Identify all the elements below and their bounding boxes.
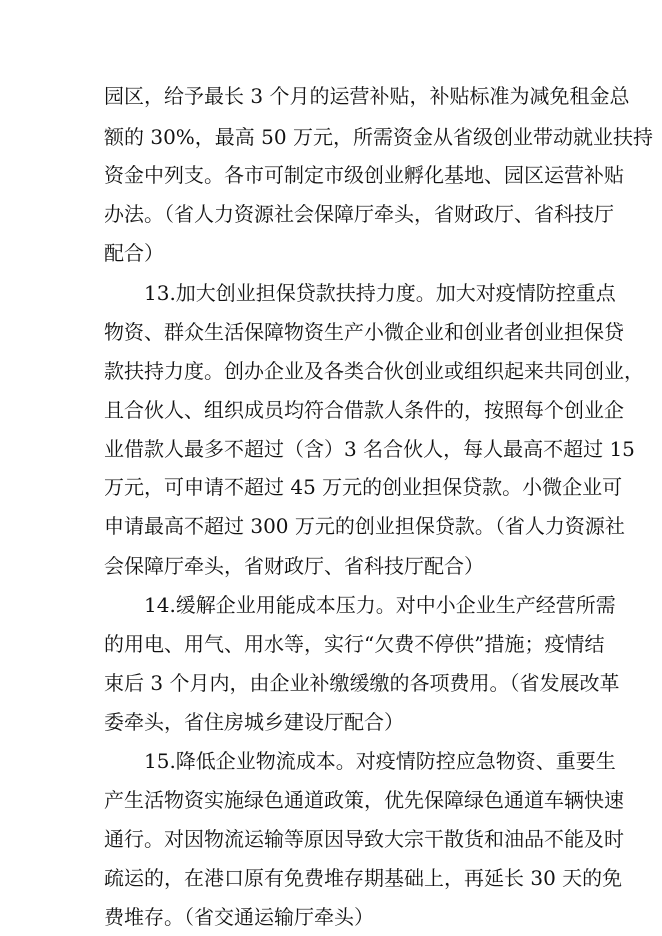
text-line: 办法。（省人力资源社会保障厅牵头，省财政厅、省科技厅 [104,202,614,226]
text-line: 通行。对因物流运输等原因导致大宗干散货和油品不能及时 [104,827,624,851]
text-line: 额的 30%，最高 50 万元，所需资金从省级创业带动就业扶持 [104,125,653,149]
section-13-heading: 13.加大创业担保贷款扶持力度。加大对疫情防控重点 [144,281,616,305]
text-line: 的用电、用气、用水等，实行“欠费不停供”措施；疫情结 [104,632,605,656]
section-14-heading: 14.缓解企业用能成本压力。对中小企业生产经营所需 [144,593,616,617]
text-line: 束后 3 个月内，由企业补缴缓缴的各项费用。（省发展改革 [104,671,620,695]
text-line: 款扶持力度。创办企业及各类合伙创业或组织起来共同创业， [104,359,644,383]
text-line: 资金中列支。各市可制定市级创业孵化基地、园区运营补贴 [104,163,624,187]
text-line: 申请最高不超过 300 万元的创业担保贷款。（省人力资源社 [104,514,625,538]
text-line: 配合） [104,241,164,265]
text-line: 物资、群众生活保障物资生产小微企业和创业者创业担保贷 [104,320,624,344]
text-line: 产生活物资实施绿色通道政策，优先保障绿色通道车辆快速 [104,788,624,812]
text-line: 业借款人最多不超过（含）3 名合伙人，每人最高不超过 15 [104,437,635,461]
text-line: 万元，可申请不超过 45 万元的创业担保贷款。小微企业可 [104,475,623,499]
section-15-heading: 15.降低企业物流成本。对疫情防控应急物资、重要生 [144,749,616,773]
text-line: 会保障厅牵头，省财政厅、省科技厅配合） [104,554,484,578]
text-line: 费堆存。（省交通运输厅牵头） [104,905,374,929]
text-line: 委牵头，省住房城乡建设厅配合） [104,710,404,734]
text-line: 疏运的，在港口原有免费堆存期基础上，再延长 30 天的免 [104,866,623,890]
text-line: 园区，给予最长 3 个月的运营补贴，补贴标准为减免租金总 [104,84,630,108]
text-line: 且合伙人、组织成员均符合借款人条件的，按照每个创业企 [104,398,624,422]
